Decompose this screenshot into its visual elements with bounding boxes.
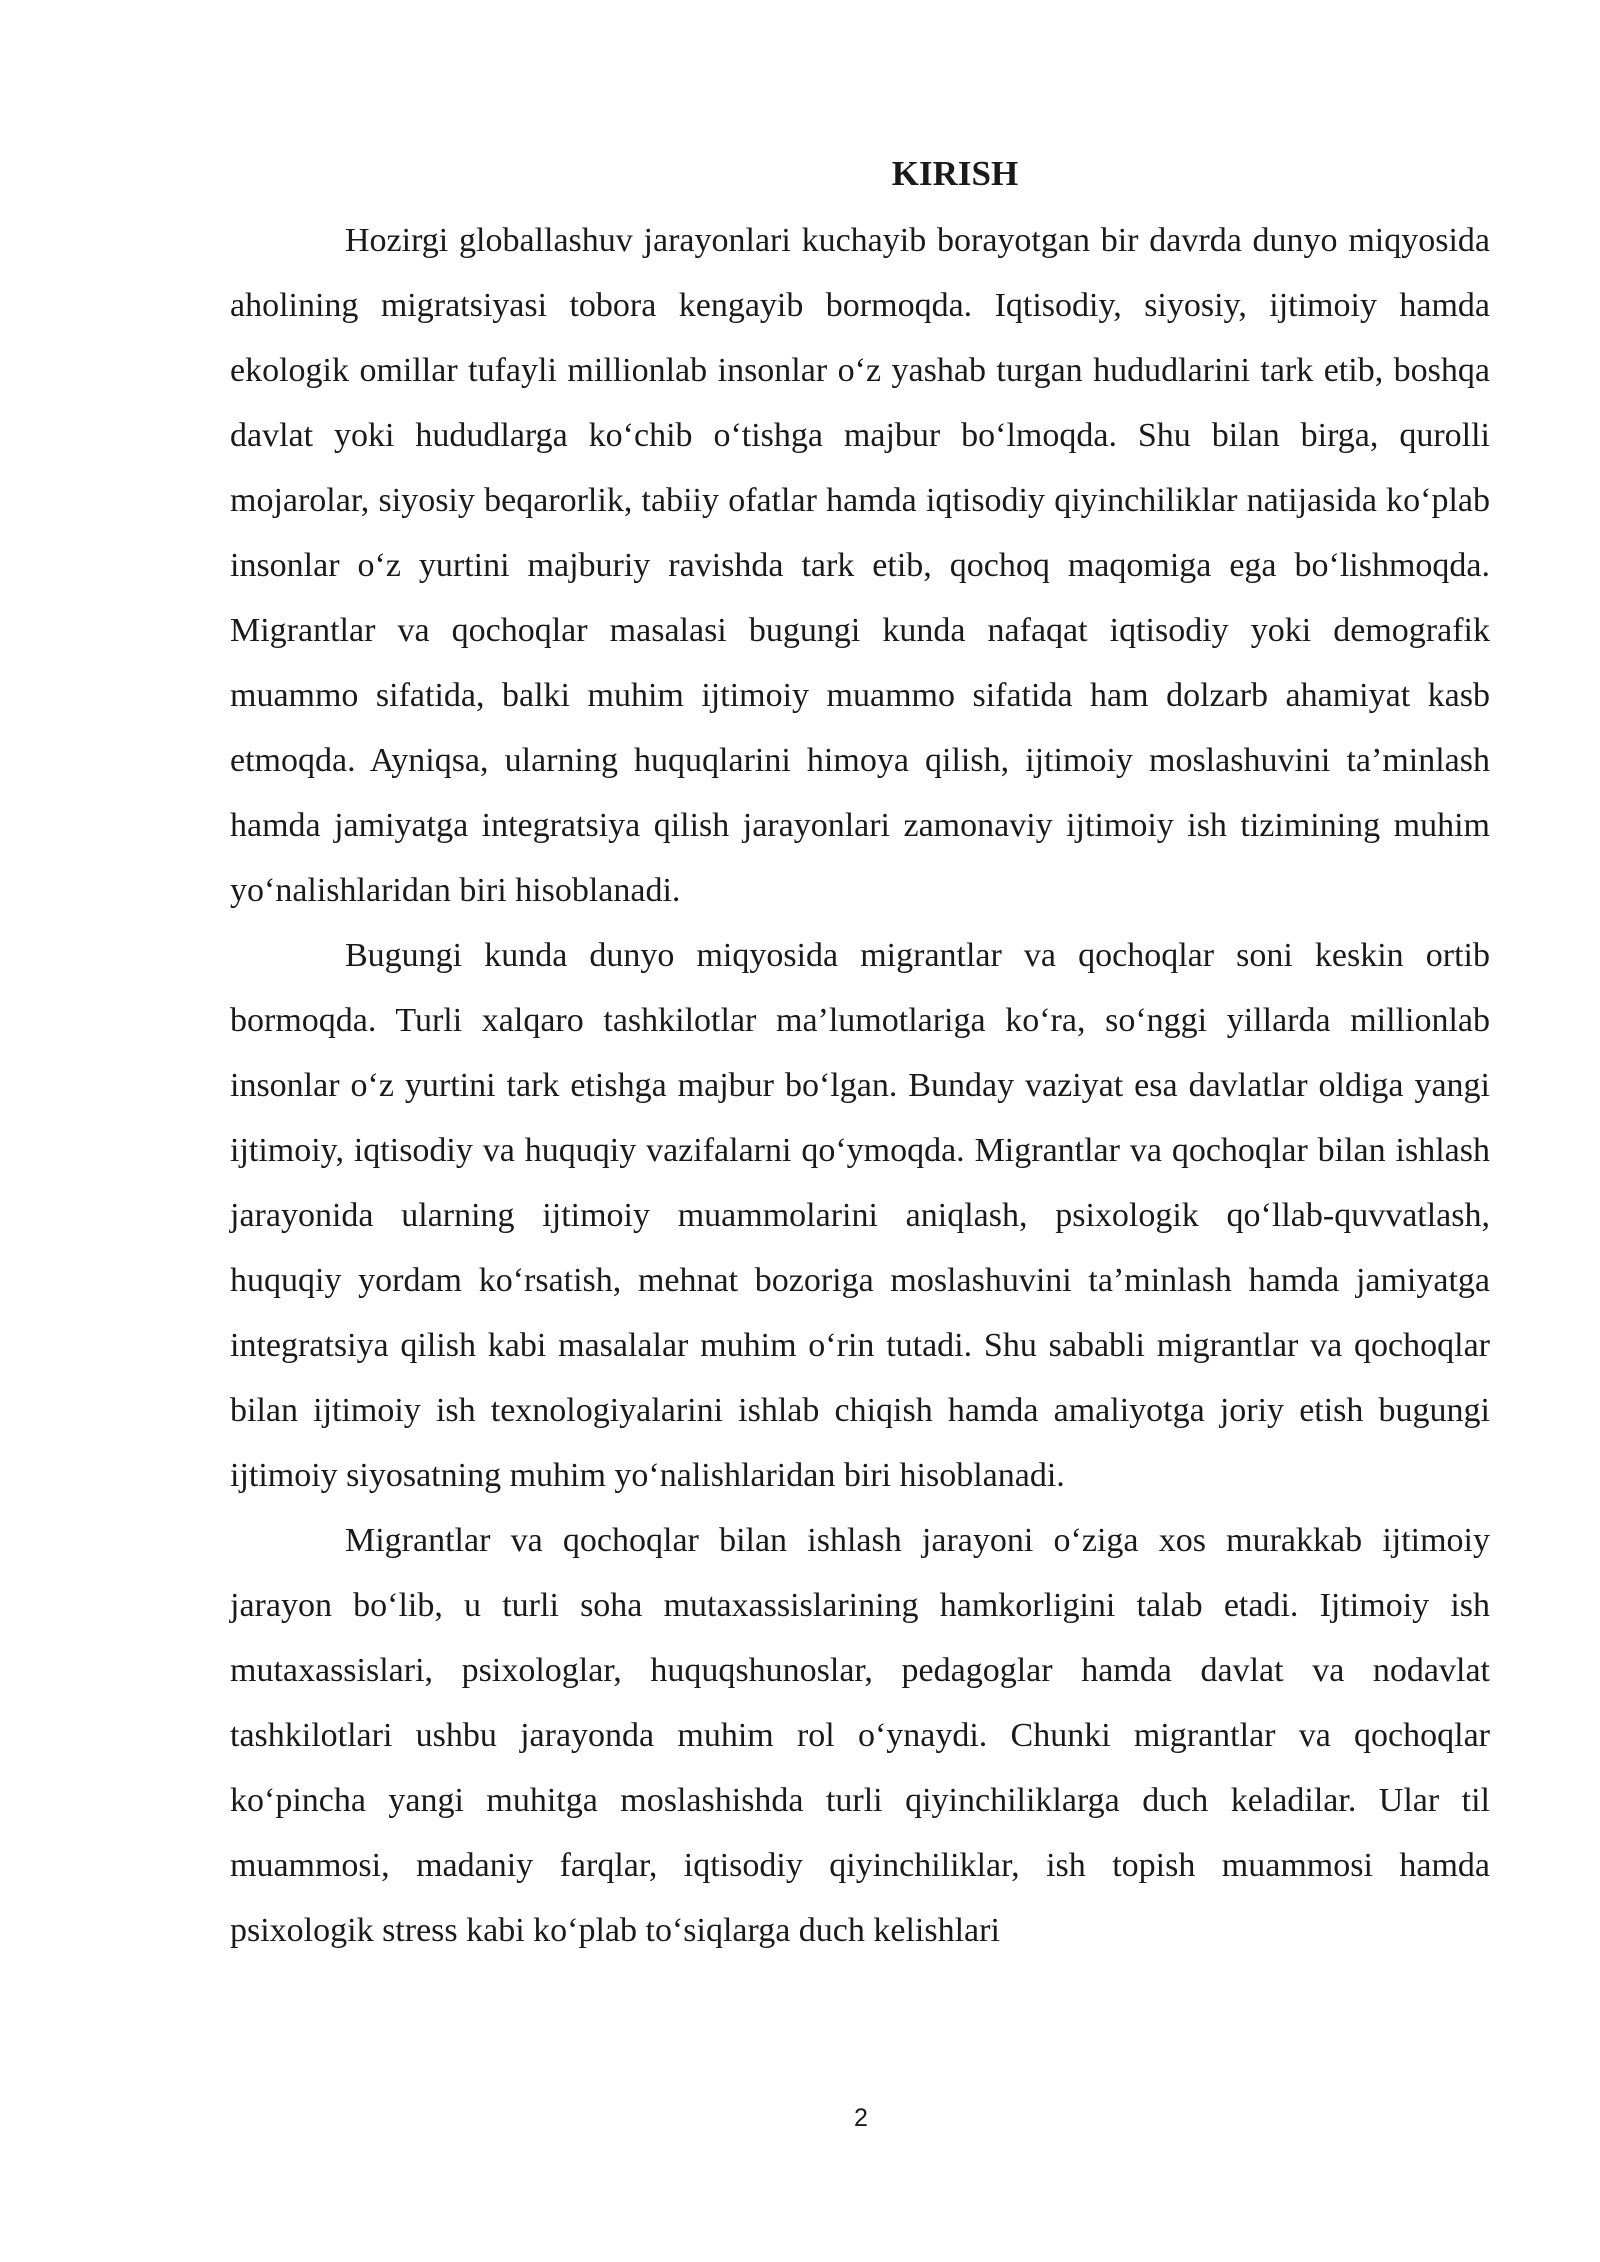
body-text	[230, 208, 1490, 1963]
page-number: 2	[854, 2104, 868, 2132]
paragraph-1: Hozirgi globallashuv jarayonlari kuchayib borayotgan bir davrda dunyo miqyosida aholining migratsiyasi tobora kengayib bormoqda. Iqtisodiy, siyosiy, ijtimoiy hamda ekologik omillar tufayli millionlab insonlar o‘z yashab turgan hududlarini tark etib, boshqa davlat yoki hududlarga ko‘chib o‘tishga majbur bo‘lmoqda. Shu bilan birga, qurolli mojarolar, siyosiy beqarorlik, tabiiy ofatlar hamda iqtisodiy qiyinchiliklar natijasida ko‘plab insonlar o‘z yurtini majburiy ravishda tark etib, qochoq maqomiga ega bo‘lishmoqda. Migrantlar va qochoqlar masalasi bugungi kunda nafaqat iqtisodiy yoki demografik muammo sifatida, balki muhim ijtimoiy muammo sifatida ham dolzarb ahamiyat kasb etmoqda. Ayniqsa, ularning huquqlarini himoya qilish, ijtimoiy moslashuvini ta’minlash hamda jamiyatga integratsiya qilish jarayonlari zamonaviy ijtimoiy ish tizimining muhim yo‘nalishlaridan biri hisoblanadi.	[230, 222, 1490, 909]
paragraph-2: Bugungi kunda dunyo miqyosida migrantlar va qochoqlar soni keskin ortib bormoqda. Turli xalqaro tashkilotlar ma’lumotlariga ko‘ra, so‘nggi yillarda millionlab insonlar o‘z yurtini tark etishga majbur bo‘lgan. Bunday vaziyat esa davlatlar oldiga yangi ijtimoiy, iqtisodiy va huquqiy vazifalarni qo‘ymoqda. Migrantlar va qochoqlar bilan ishlash jarayonida ularning ijtimoiy muammolarini aniqlash, psixologik qo‘llab-quvvatlash, huquqiy yordam ko‘rsatish, mehnat bozoriga moslashuvini ta’minlash hamda jamiyatga integratsiya qilish kabi masalalar muhim o‘rin tutadi. Shu sababli migrantlar va qochoqlar bilan ijtimoiy ish texnologiyalarini ishlab chiqish hamda amaliyotga joriy etish bugungi ijtimoiy siyosatning muhim yo‘nalishlaridan biri hisoblanadi.	[230, 937, 1490, 1494]
paragraph-3: Migrantlar va qochoqlar bilan ishlash jarayoni o‘ziga xos murakkab ijtimoiy jarayon bo‘lib, u turli soha mutaxassislarining hamkorligini talab etadi. Ijtimoiy ish mutaxassislari, psixologlar, huquqshunoslar, pedagoglar hamda davlat va nodavlat tashkilotlari ushbu jarayonda muhim rol o‘ynaydi. Chunki migrantlar va qochoqlar ko‘pincha yangi muhitga moslashishda turli qiyinchiliklarga duch keladilar. Ular til muammosi, madaniy farqlar, iqtisodiy qiyinchiliklar, ish topish muammosi hamda psixologik stress kabi ko‘plab to‘siqlarga duch kelishlari	[230, 1522, 1490, 1949]
section-heading: KIRISH	[891, 154, 1019, 193]
